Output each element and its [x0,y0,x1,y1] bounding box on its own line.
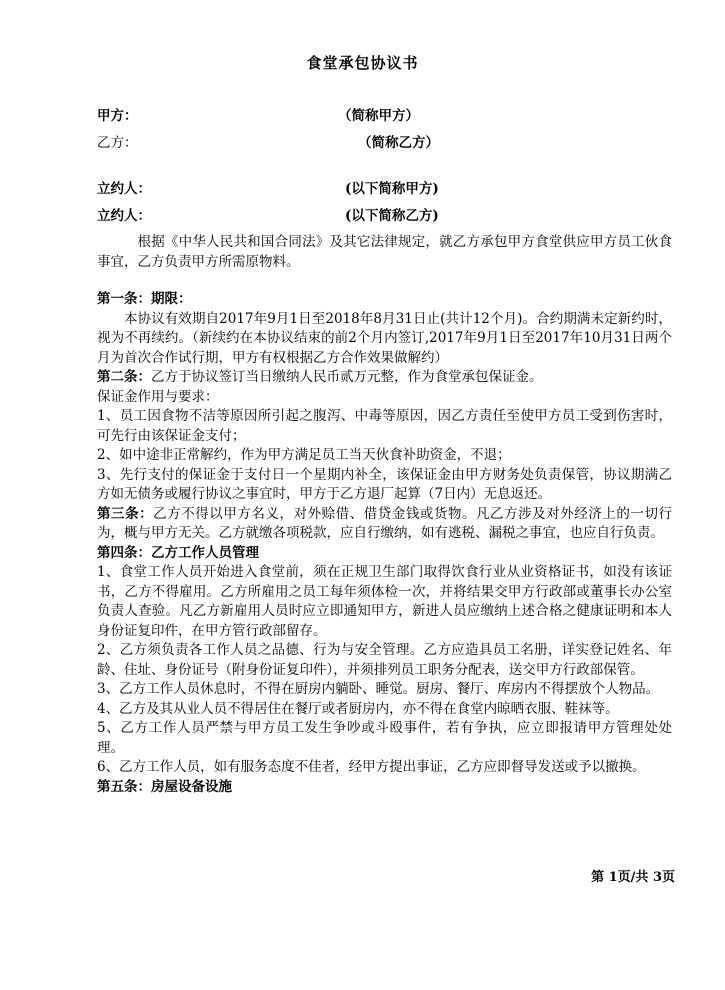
clause-4-item-5: 5、乙方工作人员严禁与甲方员工发生争吵或斗殴事件，若有争执，应立即报请甲方管理处处理。 [97,720,672,756]
clause-4-item-6: 6、乙方工作人员，如有服务态度不佳者，经甲方提出事证，乙方应即督导发送或予以撤换。 [97,759,646,775]
clause-3 [97,505,672,544]
clause-2-text: 乙方于协议签订当日缴纳人民币贰万元整，作为食堂承包保证金。 [151,369,543,385]
clause-2 [97,368,672,388]
clause-1-text: 本协议有效期自2017年9月1日至2018年8月31日止(共计12个月)。合约期满未定新约时，视为不再续约。（新续约在本协议结束的前2个月内签订,2017年9月1日至2017年10月31日两个月为首次合作试行期，甲方有权根据乙方合作效果做解约） [97,310,672,366]
party-a-label: 甲方： [97,108,138,124]
clause-1-heading-text: 第一条：期限： [97,291,192,307]
party-b-alias: （简称乙方） [358,135,439,151]
signer-1-label: 立约人： [97,181,151,197]
clause-1-heading [97,290,672,310]
clause-4-item-2: 2、乙方须负责各工作人员之品德、行为与安全管理。乙方应造具员工名册，详实登记姓名、年龄、住址、身份证号（附身份证复印件），并须排列员工职务分配表，送交甲方行政部保管。 [97,642,672,678]
preamble: 根据《中华人民共和国合同法》及其它法律规定，就乙方承包甲方食堂供应甲方员工伙食事宜，乙方负责甲方所需原物料。 [97,234,672,270]
clause-2-item-2: 2、如中途非正常解约，作为甲方满足员工当天伙食补助资金，不退； [97,447,511,463]
signer-2-alias: (以下简称乙方) [345,208,439,224]
clause-4-item-1: 1、食堂工作人员开始进入食堂前，须在正规卫生部门取得饮食行业从业资格证书，如没有该证书，乙方不得雇用。乙方所雇用之员工每年须体检一次，并将结果交甲方行政部或董事长办公室负责人查验。凡乙方新雇用人员时应立即通知甲方，新进人员应缴纳上述合格之健康证明和本人身份证复印件，在甲方管行政部留存。 [97,564,672,639]
document-title: 食堂承包协议书 [306,54,419,72]
clause-2-heading: 第二条： [97,369,151,385]
clause-3-heading: 第三条： [97,505,154,522]
document-body [97,233,672,797]
signer-1-alias: (以下简称甲方) [345,181,439,197]
page-number: 第 1页/共 3页 [591,870,675,885]
clause-5-heading: 第五条：房屋设备设施 [97,778,232,795]
clause-4-item-4: 4、乙方及其从业人员不得居住在餐厅或者厨房内，亦不得在食堂内晾晒衣服、鞋袜等。 [97,700,619,717]
clause-3-text: 乙方不得以甲方名义，对外赊借、借贷金钱或货物。凡乙方涉及对外经济上的一切行为，概与甲方无关。乙方就缴各项税款，应自行缴纳，如有逃税、漏税之事宜，也应自行负责。 [97,505,673,541]
clause-2-item-1: 1、员工因食物不洁等原因所引起之腹泻、中毒等原因，因乙方责任至使甲方员工受到伤害时，可先行由该保证金支付； [97,408,672,444]
signer-2-label: 立约人： [97,208,151,224]
clause-2-item-3: 3、先行支付的保证金于支付日一个星期内补全，该保证金由甲方财务处负责保管，协议期满乙方如无债务或履行协议之事宜时，甲方于乙方退厂起算（7日内）无息返还。 [97,466,672,502]
clause-4-heading: 第四条：乙方工作人员管理 [97,544,259,561]
party-a-alias: （简称甲方） [338,108,419,124]
clause-4-item-3: 3、乙方工作人员休息时，不得在厨房内躺卧、睡觉。厨房、餐厅、库房内不得摆放个人物品。 [97,681,660,697]
party-b-label: 乙方： [97,135,138,151]
clause-2-subheading: 保证金作用与要求： [97,388,219,405]
